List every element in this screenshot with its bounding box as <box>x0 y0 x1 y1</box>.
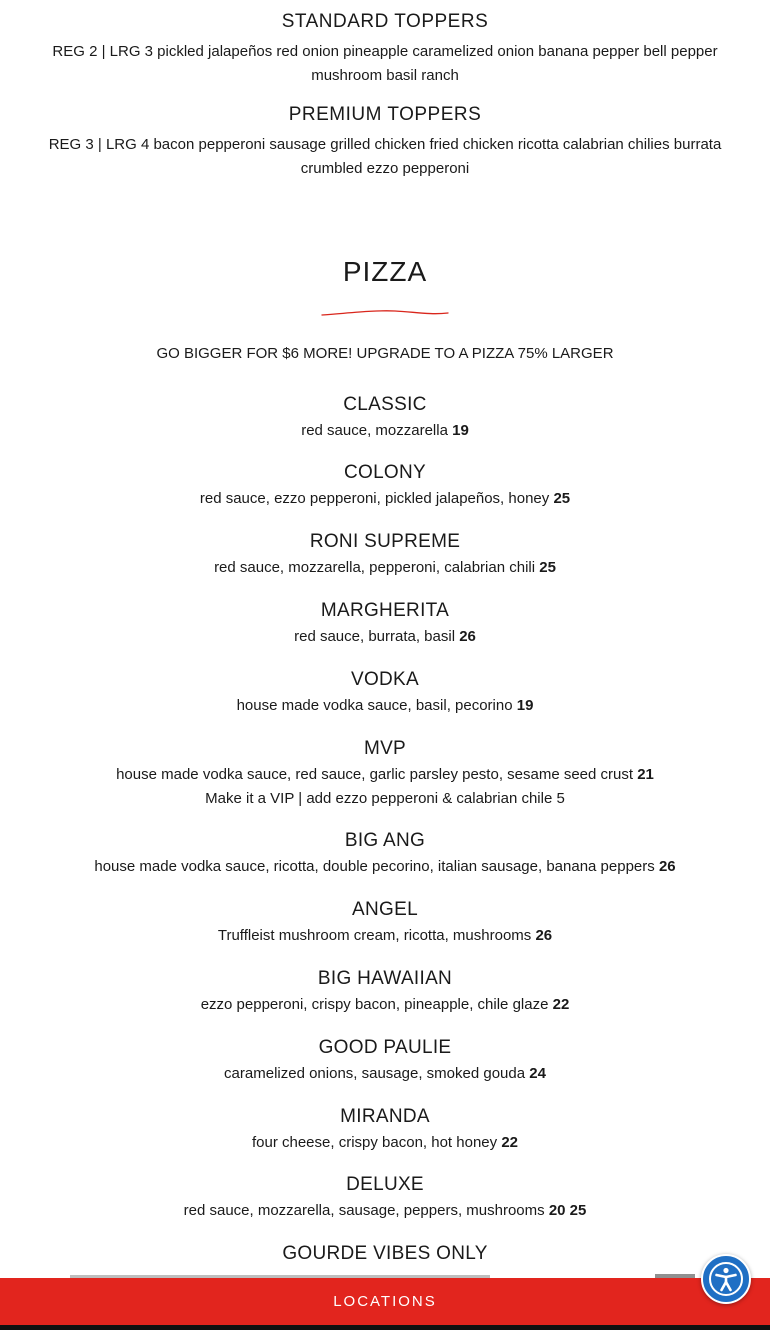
menu-item-description: house made vodka sauce, red sauce, garlic parsley pesto, sesame seed crust 21 <box>116 766 654 783</box>
bottom-edge-bar <box>0 1325 770 1330</box>
menu-item-name: VODKA <box>350 669 420 690</box>
menu-item <box>0 1240 770 1268</box>
menu-item-description: ezzo pepperoni, crispy bacon, pineapple, chile glaze 22 <box>200 996 570 1013</box>
menu-item-price: 26 <box>658 858 676 875</box>
menu-item-price: 26 <box>535 927 553 944</box>
menu-item-name: CLASSIC <box>343 394 427 415</box>
menu-item <box>0 735 770 811</box>
menu-item-price: 20 25 <box>548 1202 587 1219</box>
locations-button[interactable]: LOCATIONS <box>0 1278 770 1325</box>
menu-item-description: house made vodka sauce, ricotta, double pecorino, italian sausage, banana peppers 26 <box>94 858 676 875</box>
menu-item-price: 19 <box>452 422 469 439</box>
menu-item <box>0 459 770 511</box>
menu-item-price: 26 <box>459 628 476 645</box>
menu-item-price: 24 <box>529 1065 546 1082</box>
menu-item-description: caramelized onions, sausage, smoked gouda 24 <box>224 1065 546 1082</box>
menu-item <box>0 391 770 443</box>
menu-item-description: red sauce, mozzarella, pepperoni, calabrian chili 25 <box>214 559 556 576</box>
menu-item-name: COLONY <box>343 462 427 483</box>
menu-item-description: red sauce, mozzarella 19 <box>301 422 469 439</box>
menu-item-description: four cheese, crispy bacon, hot honey 22 <box>251 1134 518 1151</box>
menu-item-price: 22 <box>552 996 570 1013</box>
menu-item <box>0 597 770 649</box>
menu-item <box>0 827 770 879</box>
menu-item <box>0 666 770 718</box>
menu-item-name: DELUXE <box>346 1174 424 1195</box>
heading-underline-flourish <box>320 306 450 320</box>
menu-item-name: BIG ANG <box>344 830 426 851</box>
menu-item-name: MVP <box>363 738 407 759</box>
menu-item <box>0 528 770 580</box>
menu-item-description: red sauce, mozzarella, sausage, peppers, mushrooms 20 25 <box>183 1202 587 1219</box>
menu-item-price: 19 <box>516 697 534 714</box>
menu-item-price: 21 <box>637 766 654 783</box>
premium-toppers-description: REG 3 | LRG 4 bacon pepperoni sausage grilled chicken fried chicken ricotta calabrian chilies burrata crumbled ezzo pepperoni <box>48 136 722 177</box>
standard-toppers-description: REG 2 | LRG 3 pickled jalapeños red onion pineapple caramelized onion banana pepper bell pepper mushroom basil ranch <box>52 43 718 84</box>
menu-item-description: house made vodka sauce, basil, pecorino 19 <box>236 697 534 714</box>
menu-item-description: red sauce, ezzo pepperoni, pickled jalapeños, honey 25 <box>199 490 571 507</box>
menu-item <box>0 896 770 948</box>
menu-item-note: Make it a VIP | add ezzo pepperoni & calabrian chile 5 <box>205 790 565 807</box>
menu-item-description: red sauce, burrata, basil 26 <box>294 628 476 645</box>
menu-item-name: RONI SUPREME <box>309 531 461 552</box>
pizza-section-heading: PIZZA <box>342 256 428 287</box>
accessibility-icon <box>703 1256 749 1302</box>
menu-item <box>0 1103 770 1155</box>
menu-item-name: BIG HAWAIIAN <box>317 968 453 989</box>
standard-toppers-title: STANDARD TOPPERS <box>281 11 489 32</box>
menu-item-name: GOOD PAULIE <box>318 1037 452 1058</box>
upgrade-promo-text: GO BIGGER FOR $6 MORE! UPGRADE TO A PIZZA 75% LARGER <box>156 345 614 362</box>
menu-item <box>0 1034 770 1086</box>
menu-item-name: MIRANDA <box>340 1106 430 1127</box>
menu-item-price: 25 <box>539 559 556 576</box>
menu-item-price: 22 <box>501 1134 518 1151</box>
menu-item-price: 25 <box>553 490 571 507</box>
premium-toppers-title: PREMIUM TOPPERS <box>288 104 482 125</box>
menu-item <box>0 965 770 1017</box>
menu-item-name: MARGHERITA <box>320 600 450 621</box>
menu-item-name: GOURDE VIBES ONLY <box>282 1243 488 1264</box>
menu-item-name: ANGEL <box>352 899 418 920</box>
accessibility-button[interactable] <box>701 1254 751 1304</box>
menu-item-description: Truffleist mushroom cream, ricotta, mushrooms 26 <box>217 927 553 944</box>
menu-item <box>0 1171 770 1223</box>
